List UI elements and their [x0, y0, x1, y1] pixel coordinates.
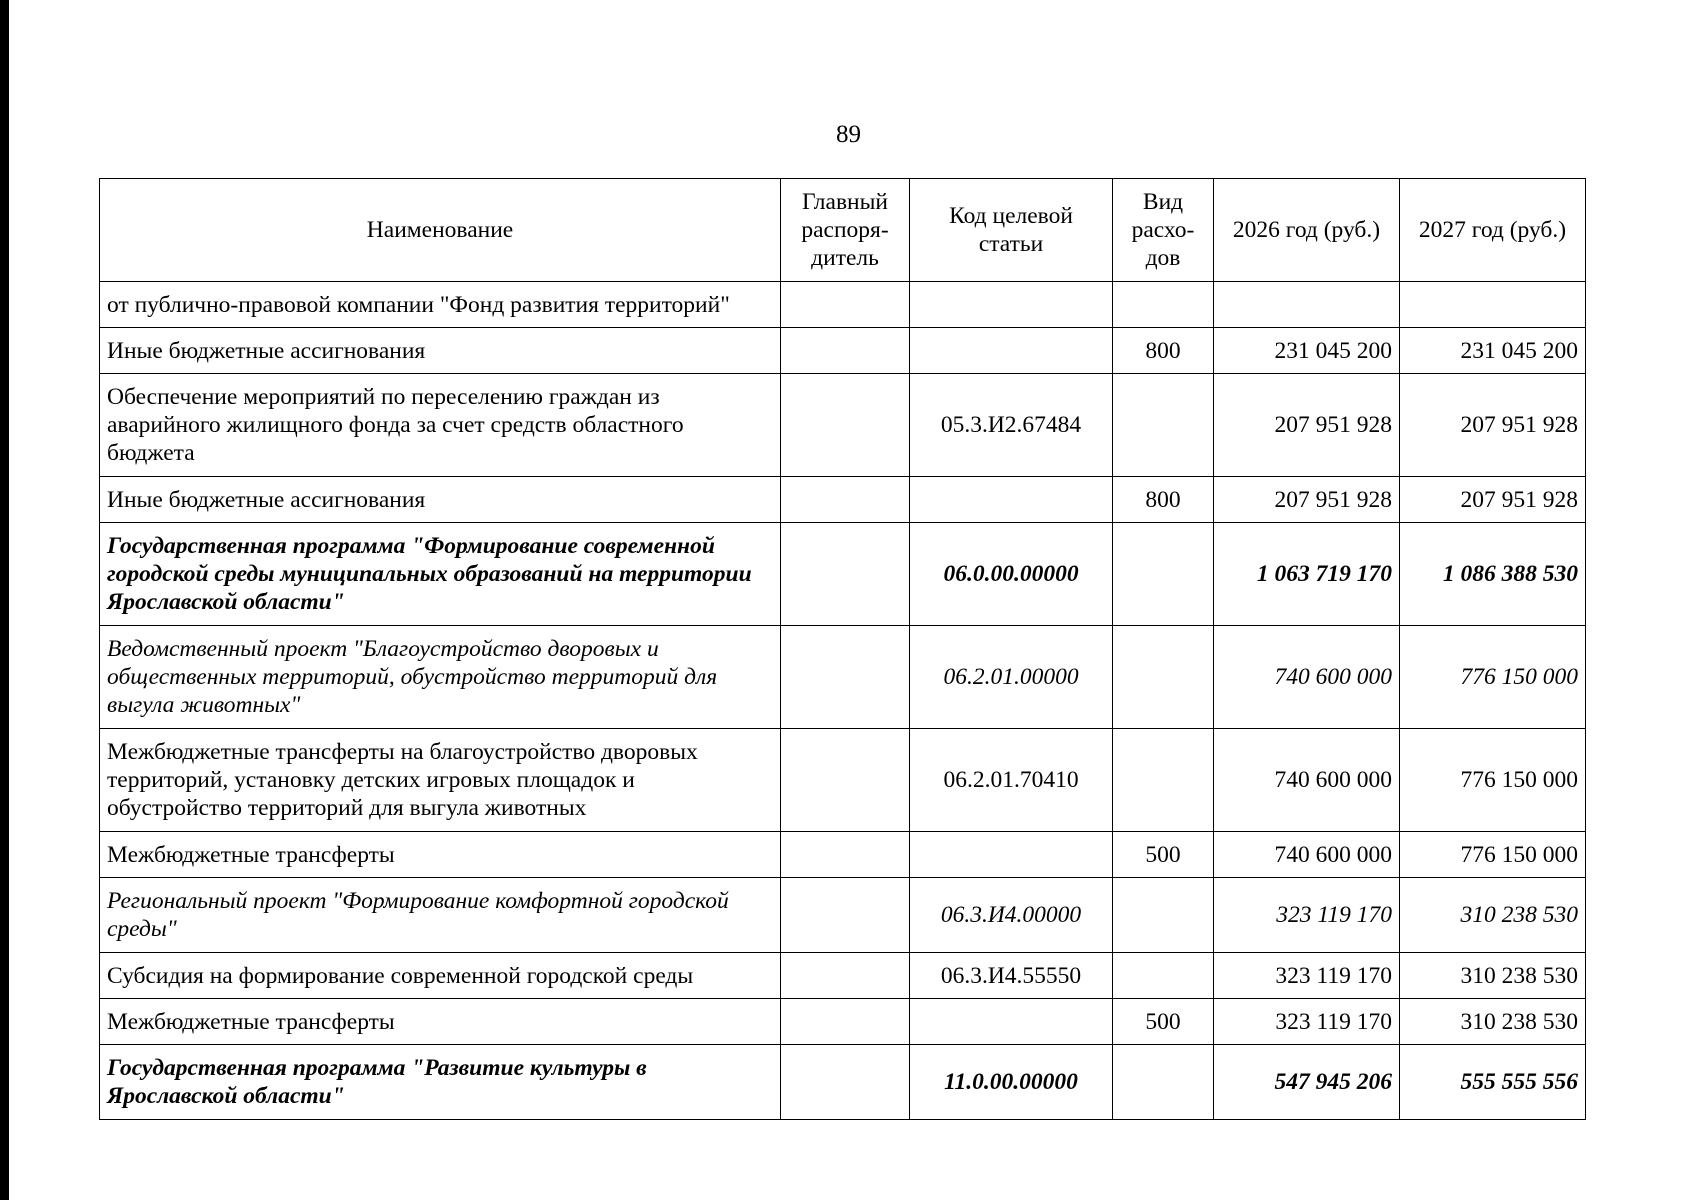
table-row: [100, 878, 1586, 953]
cell-2027: 231 045 200: [1400, 328, 1586, 374]
header-code: Код целевой статьи: [910, 179, 1113, 282]
cell-2026: 323 119 170: [1214, 953, 1400, 999]
header-main-disp: Главный распоря-дитель: [781, 179, 910, 282]
cell-2026: 740 600 000: [1214, 832, 1400, 878]
cell-name: Государственная программа "Развитие культуры в Ярославской области": [100, 1045, 781, 1120]
cell-kind: [1113, 374, 1214, 477]
cell-name: Иные бюджетные ассигнования: [100, 328, 781, 374]
cell-2026: 323 119 170: [1214, 999, 1400, 1045]
cell-2027: 207 951 928: [1400, 374, 1586, 477]
cell-main-disp: [781, 523, 910, 626]
cell-code: 06.2.01.00000: [910, 626, 1113, 729]
cell-name: Обеспечение мероприятий по переселению граждан из аварийного жилищного фонда за счет средств областного бюджета: [100, 374, 781, 477]
cell-2026: 323 119 170: [1214, 878, 1400, 953]
header-2027: 2027 год (руб.): [1400, 179, 1586, 282]
cell-kind: [1113, 1045, 1214, 1120]
cell-main-disp: [781, 999, 910, 1045]
cell-2026: 740 600 000: [1214, 626, 1400, 729]
cell-name: Межбюджетные трансферты на благоустройство дворовых территорий, установку детских игровых площадок и обустройство территорий для выгула животных: [100, 729, 781, 832]
table-body: [100, 282, 1586, 1120]
cell-main-disp: [781, 328, 910, 374]
cell-2027: 776 150 000: [1400, 832, 1586, 878]
cell-main-disp: [781, 878, 910, 953]
cell-kind: 500: [1113, 832, 1214, 878]
cell-kind: 800: [1113, 477, 1214, 523]
cell-2027: 776 150 000: [1400, 626, 1586, 729]
cell-main-disp: [781, 729, 910, 832]
cell-kind: [1113, 626, 1214, 729]
cell-code: 06.3.И4.55550: [910, 953, 1113, 999]
cell-code: [910, 832, 1113, 878]
cell-2026: 1 063 719 170: [1214, 523, 1400, 626]
page-number: 89: [836, 121, 861, 148]
cell-kind: 800: [1113, 328, 1214, 374]
budget-table: [99, 178, 1586, 1120]
table-row: [100, 729, 1586, 832]
cell-2027: 310 238 530: [1400, 999, 1586, 1045]
table-row: [100, 953, 1586, 999]
cell-2027: 207 951 928: [1400, 477, 1586, 523]
table-row: [100, 477, 1586, 523]
cell-2027: 776 150 000: [1400, 729, 1586, 832]
header-2026: 2026 год (руб.): [1214, 179, 1400, 282]
table-row: [100, 374, 1586, 477]
cell-name: Ведомственный проект "Благоустройство дворовых и общественных территорий, обустройство территорий для выгула животных": [100, 626, 781, 729]
cell-name: от публично-правовой компании "Фонд развития территорий": [100, 282, 781, 328]
cell-2026: 231 045 200: [1214, 328, 1400, 374]
cell-main-disp: [781, 832, 910, 878]
cell-2027: 1 086 388 530: [1400, 523, 1586, 626]
cell-kind: [1113, 282, 1214, 328]
table-row: [100, 328, 1586, 374]
cell-main-disp: [781, 282, 910, 328]
table-row: [100, 282, 1586, 328]
cell-2026: [1214, 282, 1400, 328]
cell-kind: [1113, 523, 1214, 626]
cell-2027: 555 555 556: [1400, 1045, 1586, 1120]
cell-2027: 310 238 530: [1400, 953, 1586, 999]
cell-name: Межбюджетные трансферты: [100, 999, 781, 1045]
cell-main-disp: [781, 374, 910, 477]
cell-name: Межбюджетные трансферты: [100, 832, 781, 878]
cell-code: [910, 477, 1113, 523]
cell-code: 06.0.00.00000: [910, 523, 1113, 626]
cell-2027: [1400, 282, 1586, 328]
cell-2026: 740 600 000: [1214, 729, 1400, 832]
cell-main-disp: [781, 953, 910, 999]
cell-code: [910, 328, 1113, 374]
cell-2027: 310 238 530: [1400, 878, 1586, 953]
table-row: [100, 832, 1586, 878]
cell-kind: [1113, 878, 1214, 953]
table-header-row: [100, 179, 1586, 282]
cell-code: [910, 999, 1113, 1045]
cell-code: 11.0.00.00000: [910, 1045, 1113, 1120]
cell-main-disp: [781, 477, 910, 523]
cell-name: Региональный проект "Формирование комфортной городской среды": [100, 878, 781, 953]
cell-2026: 207 951 928: [1214, 477, 1400, 523]
cell-code: 05.3.И2.67484: [910, 374, 1113, 477]
cell-kind: 500: [1113, 999, 1214, 1045]
cell-name: Иные бюджетные ассигнования: [100, 477, 781, 523]
scan-left-edge: [0, 0, 9, 1200]
cell-code: 06.2.01.70410: [910, 729, 1113, 832]
cell-name: Субсидия на формирование современной городской среды: [100, 953, 781, 999]
cell-kind: [1113, 953, 1214, 999]
cell-2026: 207 951 928: [1214, 374, 1400, 477]
table-row: [100, 523, 1586, 626]
header-kind: Вид расхо-дов: [1113, 179, 1214, 282]
cell-code: [910, 282, 1113, 328]
cell-main-disp: [781, 626, 910, 729]
header-name: Наименование: [100, 179, 781, 282]
cell-main-disp: [781, 1045, 910, 1120]
table-row: [100, 626, 1586, 729]
table-row: [100, 999, 1586, 1045]
table-row: [100, 1045, 1586, 1120]
cell-name: Государственная программа "Формирование современной городской среды муниципальных образований на территории Ярославской области": [100, 523, 781, 626]
cell-kind: [1113, 729, 1214, 832]
cell-code: 06.3.И4.00000: [910, 878, 1113, 953]
cell-2026: 547 945 206: [1214, 1045, 1400, 1120]
